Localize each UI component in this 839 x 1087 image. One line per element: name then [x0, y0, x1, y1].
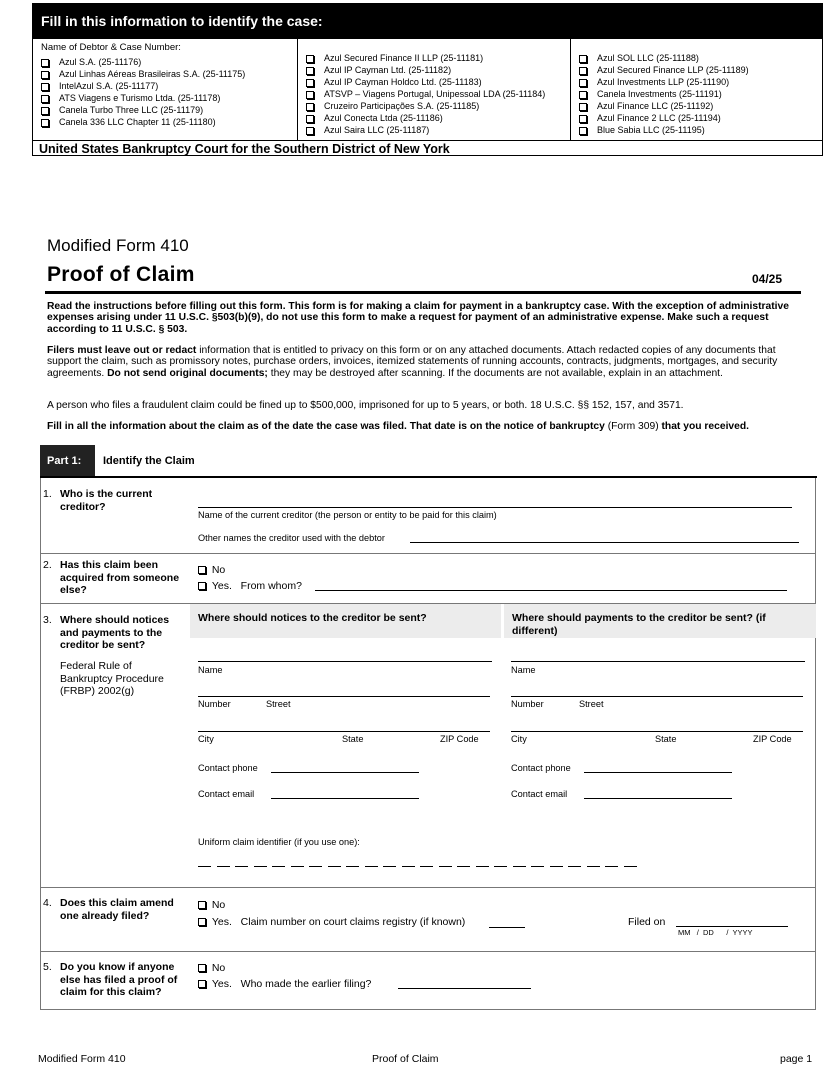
notices-state-label: State [342, 734, 364, 744]
question-text: Does this claim amend one already filed? [60, 897, 174, 922]
checkbox[interactable] [579, 91, 587, 99]
debtor-checkbox-row[interactable]: Azul Conecta Ltda (25-11186) [306, 113, 443, 123]
from-whom-input[interactable] [315, 590, 787, 591]
debtor-checkbox-row[interactable]: Azul Secured Finance II LLP (25-11181) [306, 53, 483, 63]
notices-city-label: City [198, 734, 214, 744]
other-names-label: Other names the creditor used with the debtor [198, 533, 385, 543]
checkbox[interactable] [198, 582, 206, 590]
debtor-checkbox-row[interactable]: Azul Saira LLC (25-11187) [306, 125, 429, 135]
payments-number-label: Number [511, 699, 544, 709]
uci-character-slot [365, 866, 378, 867]
form-subtitle: Modified Form 410 [47, 236, 189, 255]
payments-zip-label: ZIP Code [753, 734, 792, 744]
q4-no-option[interactable]: No [198, 899, 225, 911]
uci-character-slot [383, 866, 396, 867]
debtor-checkbox-row[interactable]: Canela Investments (25-11191) [579, 89, 722, 99]
uci-character-slot [457, 866, 470, 867]
question-5-section [40, 952, 816, 1010]
debtor-checkbox-row[interactable]: Azul Finance LLC (25-11192) [579, 101, 713, 111]
payments-header: Where should payments to the creditor be sent? (if different) [504, 604, 816, 638]
payments-street-input[interactable] [511, 696, 803, 697]
checkbox[interactable] [41, 83, 49, 91]
earlier-filer-input[interactable] [398, 988, 531, 989]
q5-no-option[interactable]: No [198, 962, 225, 974]
debtor-checkbox-row[interactable]: ATS Viagens e Turismo Ltda. (25-11178) [41, 93, 220, 103]
payments-email-label: Contact email [511, 789, 568, 799]
notices-name-input[interactable] [198, 661, 492, 662]
payments-state-label: State [655, 734, 677, 744]
question-text: Where should notices and payments to the creditor be sent? [60, 614, 170, 651]
checkbox[interactable] [41, 71, 49, 79]
q2-no-option[interactable]: No [198, 564, 225, 576]
intro-fill-date: Fill in all the information about the claim as of the date the case was filed. That date is on the notice of bankruptcy (Form 309) that you received. [47, 421, 750, 432]
debtor-column-2 [298, 39, 571, 140]
intro-instructions: Read the instructions before filling out this form. This form is for making a claim for payment in a bankruptcy case. With the exception of administrative expenses arising under 11 U.S.C. §503(b)(9), do not use this form to make a request for payment of an administrative expense. Make such a request according to 11 U.S.C. § 503. [47, 301, 789, 335]
question-text: Do you know if anyone else has filed a proof of claim for this claim? [60, 961, 178, 998]
form-version-date: 04/25 [752, 272, 783, 286]
checkbox[interactable] [41, 119, 49, 127]
notices-city-input[interactable] [198, 731, 490, 732]
debtor-checkbox-row[interactable]: Azul Finance 2 LLC (25-11194) [579, 113, 721, 123]
notices-name-label: Name [198, 665, 223, 675]
checkbox[interactable] [198, 980, 206, 988]
question-2-section [40, 554, 816, 604]
part-1-header [40, 445, 817, 478]
uci-character-slot [254, 866, 267, 867]
uci-character-slot [346, 866, 359, 867]
uci-character-slot [235, 866, 248, 867]
intro-fraud-warning: A person who files a fraudulent claim could be fined up to $500,000, imprisoned for up to 5 years, or both. 18 U.S.C. §§ 152, 157, and 3571. [47, 400, 684, 411]
uci-character-slot [513, 866, 526, 867]
notices-phone-label: Contact phone [198, 763, 258, 773]
footer-form-title: Proof of Claim [372, 1053, 439, 1065]
uci-character-slot [402, 866, 415, 867]
filed-on-label: Filed on [628, 916, 666, 928]
payments-name-label: Name [511, 665, 536, 675]
debtor-column-1 [33, 39, 298, 140]
notices-phone-input[interactable] [271, 772, 419, 773]
q2-yes-option[interactable]: Yes. From whom? [198, 580, 302, 592]
question-text: Has this claim been acquired from someone else? [60, 559, 180, 596]
debtor-label: Name of Debtor & Case Number: [41, 42, 181, 53]
uci-character-slot [217, 866, 230, 867]
checkbox[interactable] [41, 95, 49, 103]
claim-number-input[interactable] [489, 927, 525, 928]
uci-character-slot [198, 866, 211, 867]
checkbox[interactable] [579, 67, 587, 75]
uci-character-slot [291, 866, 304, 867]
uci-character-slot [624, 866, 637, 867]
uci-character-slot [531, 866, 544, 867]
debtor-checkbox-row[interactable]: Canela Turbo Three LLC (25-11179) [41, 105, 203, 115]
debtor-checkbox-row[interactable]: ATSVP – Viagens Portugal, Unipessoal LDA (25-11184) [306, 89, 545, 99]
uci-label: Uniform claim identifier (if you use one): [198, 837, 360, 847]
notices-zip-label: ZIP Code [440, 734, 479, 744]
uci-character-slot [605, 866, 618, 867]
court-name: United States Bankruptcy Court for the Southern District of New York [33, 140, 822, 158]
checkbox[interactable] [306, 79, 314, 87]
notices-number-label: Number [198, 699, 231, 709]
checkbox[interactable] [198, 964, 206, 972]
part-1-tab: Part 1: [40, 445, 95, 478]
uci-character-slot [420, 866, 433, 867]
notices-email-input[interactable] [271, 798, 419, 799]
payments-street-label: Street [579, 699, 604, 709]
uci-character-slot [309, 866, 322, 867]
debtor-checkbox-row[interactable]: Azul Secured Finance LLP (25-11189) [579, 65, 749, 75]
checkbox[interactable] [579, 103, 587, 111]
uci-character-slot [550, 866, 563, 867]
notices-email-label: Contact email [198, 789, 255, 799]
uci-character-slot [439, 866, 452, 867]
case-info-title: Fill in this information to identify the case: [33, 4, 822, 39]
uci-character-slot [476, 866, 489, 867]
part-1-name: Identify the Claim [103, 455, 195, 467]
question-number: 2. [43, 559, 52, 571]
checkbox[interactable] [198, 918, 206, 926]
debtor-checkbox-row[interactable]: Azul IP Cayman Holdco Ltd. (25-11183) [306, 77, 482, 87]
uci-character-slot [494, 866, 507, 867]
uci-character-slot [328, 866, 341, 867]
checkbox[interactable] [198, 901, 206, 909]
debtor-column-3 [571, 39, 822, 140]
checkbox[interactable] [306, 127, 314, 135]
footer-form-name: Modified Form 410 [38, 1053, 126, 1065]
checkbox[interactable] [306, 91, 314, 99]
checkbox[interactable] [41, 107, 49, 115]
checkbox[interactable] [306, 67, 314, 75]
page-number: page 1 [780, 1053, 813, 1065]
frbp-rule: Federal Rule of Bankruptcy Procedure (FRBP) 2002(g) [60, 660, 164, 697]
date-format-hint: MM / DD / YYYY [678, 928, 753, 937]
case-info-box [32, 3, 823, 156]
checkbox[interactable] [306, 115, 314, 123]
checkbox[interactable] [306, 103, 314, 111]
payments-city-label: City [511, 734, 527, 744]
debtor-checkbox-row[interactable]: Blue Sabia LLC (25-11195) [579, 125, 705, 135]
checkbox[interactable] [579, 115, 587, 123]
notices-street-input[interactable] [198, 696, 490, 697]
checkbox[interactable] [579, 55, 587, 63]
debtor-checkbox-row[interactable]: Azul Investments LLP (25-11190) [579, 77, 729, 87]
checkbox[interactable] [579, 79, 587, 87]
payments-phone-label: Contact phone [511, 763, 571, 773]
question-number: 3. [43, 614, 52, 626]
payments-name-input[interactable] [511, 661, 805, 662]
debtor-checkbox-row[interactable]: Azul S.A. (25-11176) [41, 57, 141, 67]
question-1-section [40, 478, 816, 554]
question-number: 1. [43, 488, 52, 500]
creditor-name-caption: Name of the current creditor (the person or entity to be paid for this claim) [198, 510, 497, 520]
uci-character-slot [587, 866, 600, 867]
q4-yes-option[interactable]: Yes. Claim number on court claims registry (if known) [198, 916, 465, 928]
question-number: 5. [43, 961, 52, 973]
notices-header: Where should notices to the creditor be sent? [190, 604, 501, 638]
intro-redaction: Filers must leave out or redact information that is entitled to privacy on this form or on any attached documents. Attach redacted copies of any documents that support the claim, such as promissory notes, purchase orders, invoices, itemized statements of running accounts, contracts, judgments, mortgages, and security agreements. Do not send original documents; they may be destroyed after scanning. If the documents are not available, explain in an attachment. [47, 345, 778, 379]
debtor-checkbox-row[interactable]: Azul Linhas Aéreas Brasileiras S.A. (25-11175) [41, 69, 245, 79]
q5-yes-option[interactable]: Yes. Who made the earlier filing? [198, 978, 371, 990]
uci-character-slot [272, 866, 285, 867]
debtor-checkbox-row[interactable]: Azul IP Cayman Ltd. (25-11182) [306, 65, 451, 75]
payments-email-input[interactable] [584, 798, 732, 799]
checkbox[interactable] [41, 59, 49, 67]
question-4-section [40, 888, 816, 952]
creditor-name-input[interactable] [198, 507, 792, 508]
debtor-checkbox-row[interactable]: Cruzeiro Participações S.A. (25-11185) [306, 101, 479, 111]
debtor-checkbox-row[interactable]: Azul SOL LLC (25-11188) [579, 53, 699, 63]
checkbox[interactable] [306, 55, 314, 63]
payments-phone-input[interactable] [584, 772, 732, 773]
debtor-checkbox-row[interactable]: IntelAzul S.A. (25-11177) [41, 81, 158, 91]
question-3-section [40, 604, 816, 888]
uci-character-slot [568, 866, 581, 867]
debtor-checkbox-row[interactable]: Canela 336 LLC Chapter 11 (25-11180) [41, 117, 216, 127]
title-divider [45, 291, 801, 294]
question-number: 4. [43, 897, 52, 909]
filed-on-date-input[interactable] [676, 926, 788, 927]
question-text: Who is the current creditor? [60, 488, 153, 513]
form-title: Proof of Claim [47, 263, 195, 286]
uci-input[interactable] [198, 866, 648, 868]
checkbox[interactable] [579, 127, 587, 135]
other-names-input[interactable] [410, 542, 799, 543]
notices-street-label: Street [266, 699, 291, 709]
payments-city-input[interactable] [511, 731, 803, 732]
checkbox[interactable] [198, 566, 206, 574]
